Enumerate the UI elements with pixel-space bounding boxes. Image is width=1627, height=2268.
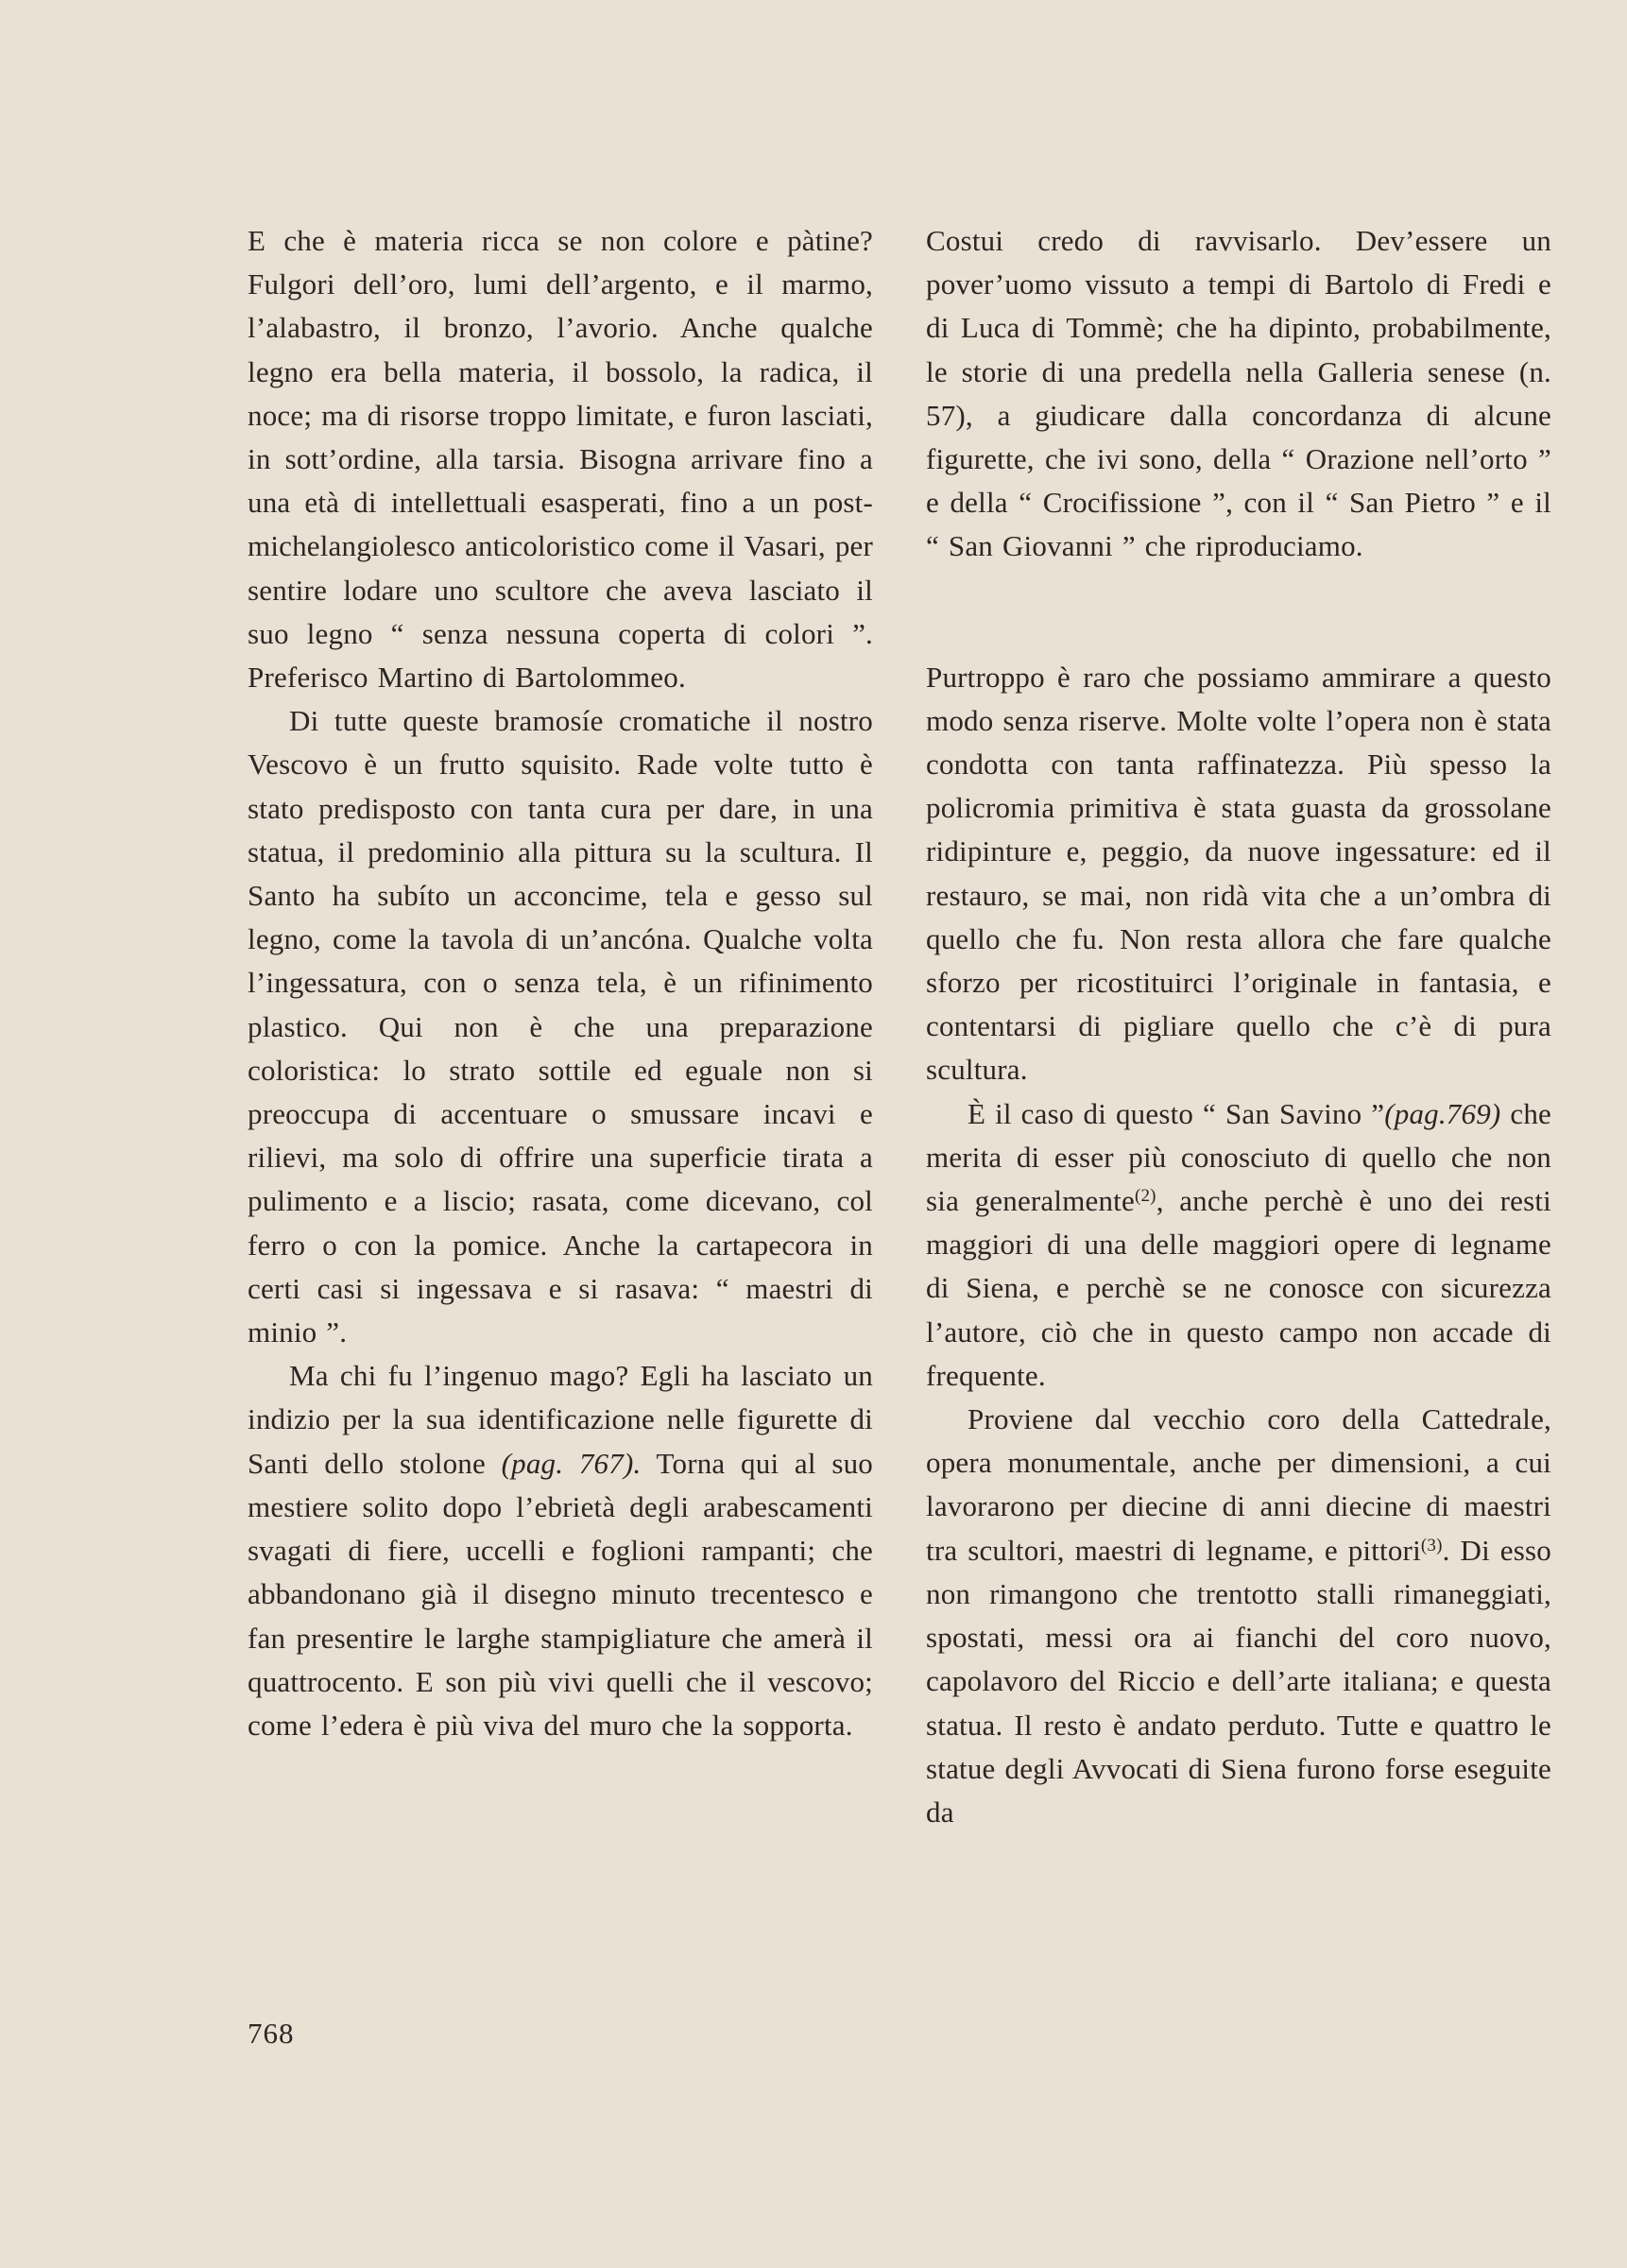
footnote-marker: (3)	[1420, 1535, 1443, 1555]
text-run: , anche perchè è uno dei resti maggiori di una delle maggiori opere di legname di Siena, e perchè se ne conosce con sicurezza l’autore, ciò che in questo campo non accade di frequente.	[926, 1184, 1551, 1392]
page-reference: (pag.769)	[1384, 1096, 1501, 1130]
paragraph	[248, 1354, 873, 1747]
left-column	[248, 219, 873, 1747]
page-reference: (pag. 767).	[501, 1446, 642, 1480]
paragraph: Di tutte queste bramosíe cromatiche il nostro Vescovo è un frutto squisito. Rade volte tutto è stato predisposto con tanta cura per dare, in una statua, il predominio alla pittura su la scultura. Il Santo ha subíto un acconcime, tela e gesso sul legno, come la tavola di un’ancóna. Qualche volta l’ingessatura, con o senza tela, è un rifinimento plastico. Qui non è che una preparazione coloristica: lo strato sottile ed eguale non si preoccupa di accentuare o smussare incavi e rilievi, ma solo di offrire una superficie tirata a pulimento e a liscio; rasata, come dicevano, col ferro o con la pomice. Anche la cartapecora in certi casi si ingessava e si rasava: “ maestri di minio ”.	[248, 704, 873, 1349]
right-column	[926, 219, 1551, 1834]
paragraph	[926, 1092, 1551, 1398]
text-run: È il caso di questo “ San Savino ”	[968, 1096, 1385, 1130]
paragraph: Purtroppo è raro che possiamo ammirare a questo modo senza riserve. Molte volte l’opera non è stata condotta con tanta raffinatezza. Più spesso la policromia primitiva è stata guasta da grossolane ridipinture e, peggio, da nuove ingessature: ed il restauro, se mai, non ridà vita che a un’ombra di quello che fu. Non resta allora che fare qualche sforzo per ricostituirci l’originale in fantasia, e contentarsi di pigliare quello che c’è di pura scultura.	[926, 660, 1551, 1087]
page-number: 768	[248, 2017, 295, 2050]
text-run: Proviene dal vecchio coro della Cattedrale, opera monumentale, anche per dimensioni, a cui lavorarono per diecine di anni diecine di maestri tra scultori, maestri di legname, e pittori	[926, 1402, 1551, 1567]
footnote-marker: (2)	[1134, 1186, 1156, 1207]
text-run: Ma chi fu l’ingenuo mago? Egli ha lasciato un indizio per la sua identificazione nelle figurette di Santi dello stolone	[248, 1359, 873, 1480]
text-run: Torna qui al suo mestiere solito dopo l’ebrietà degli arabescamenti svagati di fiere, uccelli e foglioni rampanti; che abbandonano già il disegno minuto trecentesco e fan presentire le larghe stampigliature che amerà il quattrocento. E son più vivi quelli che il vescovo; come l’edera è più viva del muro che la sopporta.	[248, 1446, 873, 1742]
text-run: . Di esso non rimangono che trentotto stalli rimaneggiati, spostati, messi ora ai fianchi del coro nuovo, capolavoro del Riccio e dell’arte italiana; e questa statua. Il resto è andato perduto. Tutte e quattro le statue degli Avvocati di Siena furono forse eseguite da	[926, 1533, 1551, 1829]
paragraph: Costui credo di ravvisarlo. Dev’essere un pover’uomo vissuto a tempi di Bartolo di Fredi e di Luca di Tommè; che ha dipinto, probabilmente, le storie di una predella nella Galleria senese (n. 57), a giudicare dalla concordanza di alcune figurette, che ivi sono, della “ Orazione nell’orto ” e della “ Crocifissione ”, con il “ San Pietro ” e il “ San Giovanni ” che riproduciamo.	[926, 224, 1551, 563]
paragraph: E che è materia ricca se non colore e pàtine? Fulgori dell’oro, lumi dell’argento, e il marmo, l’alabastro, il bronzo, l’avorio. Anche qualche legno era bella materia, il bossolo, la radica, il noce; ma di risorse troppo limitate, e furon lasciati, in sott’ordine, alla tarsia. Bisogna arrivare fino a una età di intellettuali esasperati, fino a un post-michelangiolesco anticoloristico come il Vasari, per sentire lodare uno scultore che aveva lasciato il suo legno “ senza nessuna coperta di colori ”. Preferisco Martino di Bartolommeo.	[248, 224, 874, 695]
paragraph	[926, 1398, 1551, 1834]
text-run: che merita di esser più conosciuto di quello che non sia generalmente	[926, 1096, 1552, 1218]
